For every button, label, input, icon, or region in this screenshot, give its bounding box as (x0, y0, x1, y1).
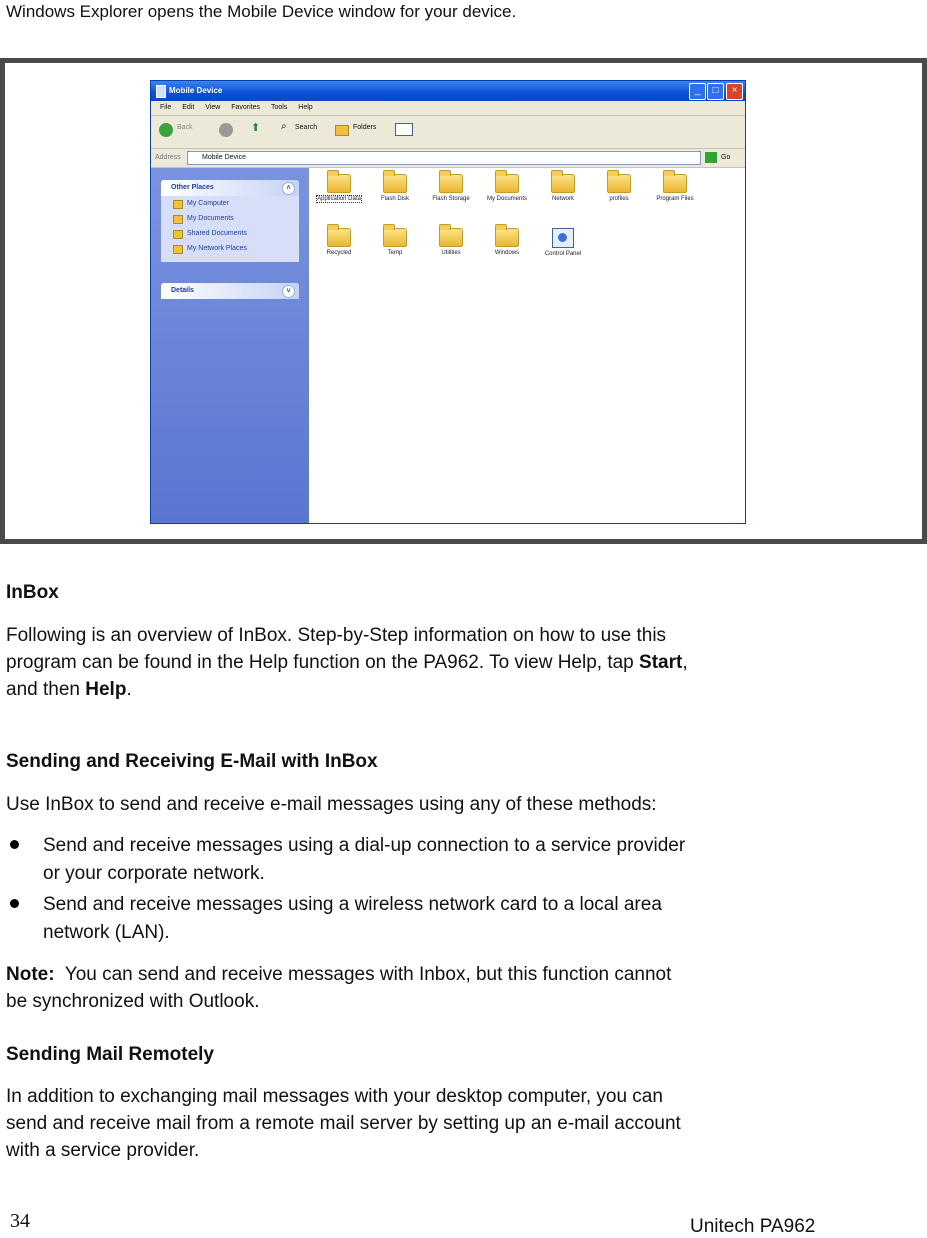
forward-arrow-icon[interactable] (219, 123, 233, 137)
folder-icon (383, 228, 407, 247)
menu-edit[interactable]: Edit (182, 104, 195, 111)
folder-item[interactable]: Program Files (645, 174, 705, 202)
title-bar[interactable] (151, 81, 745, 101)
bullet2-line1: Send and receive messages using a wireless network card to a local area (43, 894, 662, 915)
folder-icon (663, 174, 687, 193)
folder-item[interactable]: Recycled (309, 228, 369, 256)
details-title: Details (171, 287, 194, 294)
back-button-label[interactable]: Back (177, 124, 193, 131)
inbox-overview-line2: program can be found in the Help function on the PA962. To view Help, tap (6, 652, 640, 673)
link-my-computer[interactable]: My Computer (161, 196, 299, 211)
control-panel-item[interactable]: Control Panel (533, 228, 593, 257)
folder-icon (607, 174, 631, 193)
note-label: Note: (6, 964, 55, 985)
window-icon (156, 85, 166, 98)
bullet2-line2: network (LAN). (43, 922, 170, 943)
link-my-documents[interactable]: My Documents (161, 211, 299, 226)
inbox-overview-line3: and then (6, 679, 86, 700)
window-title: Mobile Device (169, 86, 223, 95)
menu-help[interactable]: Help (298, 104, 313, 111)
menu-tools[interactable]: Tools (271, 104, 288, 111)
menu-view[interactable]: View (205, 104, 221, 111)
bullet-item (43, 832, 685, 888)
other-places-panel (161, 180, 299, 262)
help-keyword: Help (85, 679, 127, 700)
comma: , (682, 652, 688, 673)
up-folder-icon[interactable]: ⬆ (251, 122, 261, 134)
task-pane (151, 168, 309, 523)
folder-item[interactable]: Utilities (421, 228, 481, 256)
link-shared-documents[interactable]: Shared Documents (161, 226, 299, 241)
folder-icon (439, 228, 463, 247)
address-value: Mobile Device (202, 154, 246, 161)
go-button-label[interactable]: Go (721, 154, 731, 161)
menu-bar (151, 101, 745, 116)
bullet-dot (10, 840, 19, 849)
page-number: 34 (10, 1210, 30, 1232)
folder-icon (439, 174, 463, 193)
folder-item[interactable]: Flash Disk (365, 174, 425, 202)
folders-icon[interactable] (335, 125, 349, 136)
explorer-window (150, 80, 746, 524)
address-label: Address (155, 154, 181, 161)
address-input[interactable] (187, 151, 701, 165)
search-button-label[interactable]: Search (295, 124, 318, 131)
back-arrow-icon[interactable] (159, 123, 173, 137)
search-icon[interactable]: ⌕ (281, 121, 287, 132)
remote-line2: send and receive mail from a remote mail server by setting up an e-mail account (6, 1113, 681, 1134)
note (6, 961, 906, 1015)
collapse-chevron-icon[interactable]: ˄ (282, 182, 295, 195)
inbox-overview (6, 622, 906, 703)
bullet-dot (10, 899, 19, 908)
close-button[interactable]: × (726, 83, 743, 100)
note-line1: You can send and receive messages with Inbox, but this function cannot (54, 964, 672, 985)
start-keyword: Start (639, 652, 683, 673)
other-places-title: Other Places (171, 184, 214, 191)
product-name: Unitech PA962 (690, 1216, 816, 1237)
bullet-item (43, 891, 662, 947)
maximize-button[interactable]: □ (707, 83, 724, 100)
expand-chevron-icon[interactable]: ˅ (282, 285, 295, 298)
inbox-overview-line1: Following is an overview of InBox. Step-by-Step information on how to use this (6, 625, 667, 646)
folder-item[interactable]: Temp (365, 228, 425, 256)
folder-icon (495, 174, 519, 193)
inbox-heading: InBox (6, 582, 59, 603)
folder-item[interactable]: Network (533, 174, 593, 202)
remote-line1: In addition to exchanging mail messages with your desktop computer, you can (6, 1086, 663, 1107)
sending-heading: Sending and Receiving E-Mail with InBox (6, 751, 378, 772)
bullet1-line1: Send and receive messages using a dial-up connection to a service provider (43, 835, 686, 856)
views-icon[interactable] (395, 123, 413, 136)
folder-icon (327, 228, 351, 247)
go-arrow-icon[interactable] (705, 152, 717, 163)
toolbar (151, 116, 745, 149)
folder-item[interactable]: Windows (477, 228, 537, 256)
menu-file[interactable]: File (160, 104, 172, 111)
folder-icon (495, 228, 519, 247)
folders-button-label[interactable]: Folders (353, 124, 377, 131)
minimize-button[interactable]: _ (689, 83, 706, 100)
folder-item[interactable]: Flash Storage (421, 174, 481, 202)
folder-item[interactable]: profiles (589, 174, 649, 202)
link-my-network-places[interactable]: My Network Places (161, 241, 299, 256)
folder-icon (551, 174, 575, 193)
intro-text: Windows Explorer opens the Mobile Device window for your device. (6, 2, 517, 21)
control-panel-icon (552, 228, 574, 248)
file-list (309, 168, 745, 523)
note-line2: be synchronized with Outlook. (6, 991, 260, 1012)
remote-paragraph (6, 1083, 906, 1164)
folder-item[interactable]: My Documents (477, 174, 537, 202)
folder-icon (327, 174, 351, 193)
menu-favorites[interactable]: Favorites (231, 104, 261, 111)
address-bar (151, 149, 745, 168)
details-panel (161, 283, 299, 299)
period: . (126, 679, 132, 700)
remote-line3: with a service provider. (6, 1140, 200, 1161)
folder-icon (383, 174, 407, 193)
bullet1-line2: or your corporate network. (43, 863, 265, 884)
folder-item[interactable]: Application Data (309, 174, 369, 202)
sending-intro: Use InBox to send and receive e-mail messages using any of these methods: (6, 794, 657, 815)
remote-heading: Sending Mail Remotely (6, 1044, 214, 1065)
